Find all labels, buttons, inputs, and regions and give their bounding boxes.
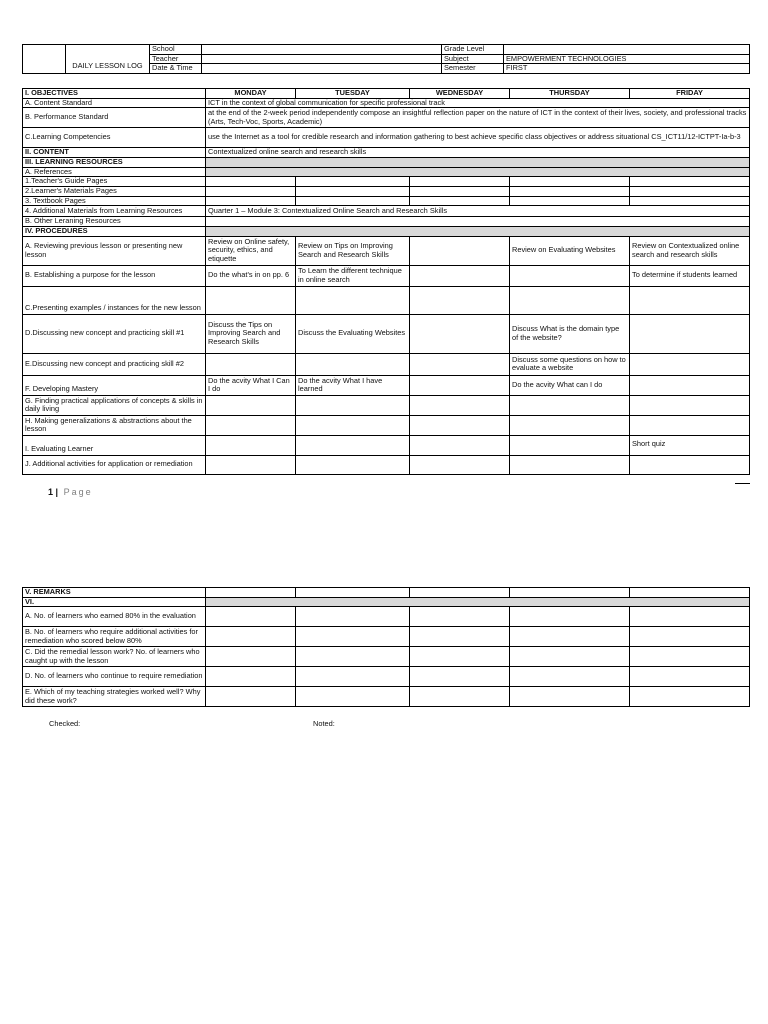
semester-label: Semester [442, 64, 504, 74]
cell [206, 588, 296, 598]
cell [206, 177, 296, 187]
cell [510, 627, 630, 647]
day-header-wednesday: WEDNESDAY [410, 89, 510, 99]
procedure-cell [410, 435, 510, 455]
procedure-cell [296, 286, 410, 314]
cell [206, 647, 296, 667]
procedure-label: G. Finding practical applications of concepts & skills in daily living [23, 395, 206, 415]
procedure-label: H. Making generalizations & abstractions about the lesson [23, 415, 206, 435]
cell [410, 177, 510, 187]
performance-standard-label: B. Performance Standard [23, 108, 206, 128]
cell [510, 687, 630, 707]
procedure-cell [510, 395, 630, 415]
cell [630, 588, 750, 598]
procedure-label: E.Discussing new concept and practicing skill #2 [23, 353, 206, 375]
procedure-cell [206, 395, 296, 415]
procedure-cell: Review on Online safety, security, ethics, and etiquette [206, 236, 296, 265]
procedure-cell [296, 395, 410, 415]
textbook-label: 3. Textbook Pages [23, 196, 206, 206]
subject-label: Subject [442, 54, 504, 64]
procedure-cell [410, 265, 510, 286]
procedure-cell [296, 415, 410, 435]
remarks-row-label: A. No. of learners who earned 80% in the evaluation [23, 607, 206, 627]
noted-label: Noted: [313, 719, 335, 728]
procedure-cell [206, 435, 296, 455]
objectives-heading: I. OBJECTIVES [23, 89, 206, 99]
table-bottom-line [735, 483, 750, 484]
day-header-thursday: THURSDAY [510, 89, 630, 99]
cell [630, 687, 750, 707]
page-number-separator: | [55, 487, 59, 497]
procedure-cell [630, 286, 750, 314]
procedure-cell: Do the acvity What I have learned [296, 375, 410, 395]
procedure-cell [630, 395, 750, 415]
procedure-label: C.Presenting examples / instances for the new lesson [23, 286, 206, 314]
procedure-cell [410, 236, 510, 265]
procedures-shaded-bar [206, 226, 750, 236]
procedure-cell [410, 455, 510, 474]
learners-materials-label: 2.Learner's Materials Pages [23, 186, 206, 196]
logo-cell [23, 45, 66, 74]
learning-resources-heading: III. LEARNING RESOURCES [23, 158, 206, 168]
cell [206, 687, 296, 707]
school-value [202, 45, 442, 55]
references-shaded-bar [206, 167, 750, 177]
procedure-label: J. Additional activities for application or remediation [23, 455, 206, 474]
other-resources-label: B. Other Leraning Resources [23, 217, 206, 227]
cell [206, 667, 296, 687]
procedure-cell: Do the acvity What I Can I do [206, 375, 296, 395]
procedure-label: B. Establishing a purpose for the lesson [23, 265, 206, 286]
references-label: A. References [23, 167, 206, 177]
day-header-friday: FRIDAY [630, 89, 750, 99]
cell [206, 196, 296, 206]
procedure-cell [206, 415, 296, 435]
procedures-heading: IV. PROCEDURES [23, 226, 206, 236]
log-title: DAILY LESSON LOG [66, 45, 150, 74]
teachers-guide-label: 1.Teacher's Guide Pages [23, 177, 206, 187]
datetime-label: Date & Time [150, 64, 202, 74]
cell [630, 186, 750, 196]
procedure-cell: Discuss the Tips on Improving Search and Research Skills [206, 314, 296, 353]
cell [510, 196, 630, 206]
cell [296, 177, 410, 187]
procedure-cell [510, 415, 630, 435]
cell [510, 647, 630, 667]
cell [296, 607, 410, 627]
grade-level-label: Grade Level [442, 45, 504, 55]
remarks-row-label: C. Did the remedial lesson work? No. of learners who caught up with the lesson [23, 647, 206, 667]
procedure-label: F. Developing Mastery [23, 375, 206, 395]
cell [296, 588, 410, 598]
procedure-label: A. Reviewing previous lesson or presenting new lesson [23, 236, 206, 265]
day-header-monday: MONDAY [206, 89, 296, 99]
cell [410, 588, 510, 598]
procedure-cell: Do the acvity What can I do [510, 375, 630, 395]
section-vi-heading: VI. [23, 597, 206, 607]
teacher-value [202, 54, 442, 64]
procedure-cell [296, 435, 410, 455]
subject-value: EMPOWERMENT TECHNOLOGIES [504, 54, 750, 64]
cell [206, 627, 296, 647]
learning-competencies-value: use the Internet as a tool for credible research and information gathering to best achieve specific class objectives or address situational CS_ICT11/12-ICTPT-Ia-b-3 [206, 128, 750, 148]
additional-materials-value: Quarter 1 – Module 3: Contextualized Online Search and Research Skills [206, 206, 750, 217]
cell [410, 196, 510, 206]
cell [296, 647, 410, 667]
procedure-cell [410, 415, 510, 435]
content-standard-value: ICT in the context of global communication for specific professional track [206, 98, 750, 108]
cell [510, 588, 630, 598]
procedure-cell: Discuss What is the domain type of the website? [510, 314, 630, 353]
section-vi-shaded-bar [206, 597, 750, 607]
additional-materials-label: 4. Additional Materials from Learning Resources [23, 206, 206, 217]
procedure-cell [206, 353, 296, 375]
procedure-cell [510, 435, 630, 455]
performance-standard-value: at the end of the 2-week period independently compose an insightful reflection paper on the nature of ICT in the context of their lives, society, and professional tracks (Arts, Tech-Voc, Sports, Academic) [206, 108, 750, 128]
procedure-cell [630, 455, 750, 474]
cell [510, 177, 630, 187]
procedure-cell: Short quiz [630, 435, 750, 455]
procedure-cell: Review on Evaluating Websites [510, 236, 630, 265]
procedure-cell: To determine if students learned [630, 265, 750, 286]
grade-level-value [504, 45, 750, 55]
procedure-cell [206, 455, 296, 474]
teacher-label: Teacher [150, 54, 202, 64]
procedure-cell: Review on Contextualized online search and research skills [630, 236, 750, 265]
procedure-cell [630, 375, 750, 395]
procedure-cell: Discuss the Evaluating Websites [296, 314, 410, 353]
procedure-cell: Discuss some questions on how to evaluate a website [510, 353, 630, 375]
cell [206, 217, 750, 227]
cell [410, 667, 510, 687]
cell [296, 186, 410, 196]
procedure-cell: Review on Tips on Improving Search and Research Skills [296, 236, 410, 265]
content-value: Contextualized online search and research skills [206, 148, 750, 158]
procedure-label: I. Evaluating Learner [23, 435, 206, 455]
procedure-cell [630, 314, 750, 353]
procedure-cell [510, 286, 630, 314]
procedure-cell [410, 286, 510, 314]
cell [510, 607, 630, 627]
header-table [22, 44, 750, 74]
procedure-cell [206, 286, 296, 314]
cell [630, 627, 750, 647]
cell [410, 607, 510, 627]
cell [296, 196, 410, 206]
lesson-table [22, 88, 750, 475]
cell [630, 667, 750, 687]
procedure-cell [410, 314, 510, 353]
cell [410, 627, 510, 647]
cell [510, 667, 630, 687]
cell [296, 627, 410, 647]
cell [410, 186, 510, 196]
checked-label: Checked: [49, 719, 81, 728]
remarks-row-label: B. No. of learners who require additional activities for remediation who scored below 80% [23, 627, 206, 647]
cell [630, 647, 750, 667]
day-header-tuesday: TUESDAY [296, 89, 410, 99]
procedure-cell: Do the what's in on pp. 6 [206, 265, 296, 286]
page-word: Page [63, 487, 93, 497]
cell [410, 687, 510, 707]
procedure-cell [410, 395, 510, 415]
procedure-cell [630, 415, 750, 435]
remarks-row-label: D. No. of learners who continue to require remediation [23, 667, 206, 687]
procedure-label: D.Discussing new concept and practicing skill #1 [23, 314, 206, 353]
procedure-cell [630, 353, 750, 375]
procedure-cell [410, 353, 510, 375]
cell [630, 196, 750, 206]
semester-value: FIRST [504, 64, 750, 74]
learning-competencies-label: C.Learning Competencies [23, 128, 206, 148]
procedure-cell [296, 353, 410, 375]
page-number-value: 1 [48, 487, 54, 497]
remarks-row-label: E. Which of my teaching strategies worked well? Why did these work? [23, 687, 206, 707]
cell [410, 647, 510, 667]
cell [630, 177, 750, 187]
cell [510, 186, 630, 196]
procedure-cell [510, 455, 630, 474]
resources-shaded-bar [206, 158, 750, 168]
procedure-cell [410, 375, 510, 395]
content-standard-label: A. Content Standard [23, 98, 206, 108]
school-label: School [150, 45, 202, 55]
page-number [48, 487, 93, 497]
remarks-heading: V. REMARKS [23, 588, 206, 598]
datetime-value [202, 64, 442, 74]
procedure-cell [510, 265, 630, 286]
cell [206, 607, 296, 627]
procedure-cell [296, 455, 410, 474]
cell [296, 687, 410, 707]
remarks-table [22, 587, 750, 707]
cell [296, 667, 410, 687]
cell [206, 186, 296, 196]
procedure-cell: To Learn the different technique in online search [296, 265, 410, 286]
cell [630, 607, 750, 627]
content-heading: II. CONTENT [23, 148, 206, 158]
